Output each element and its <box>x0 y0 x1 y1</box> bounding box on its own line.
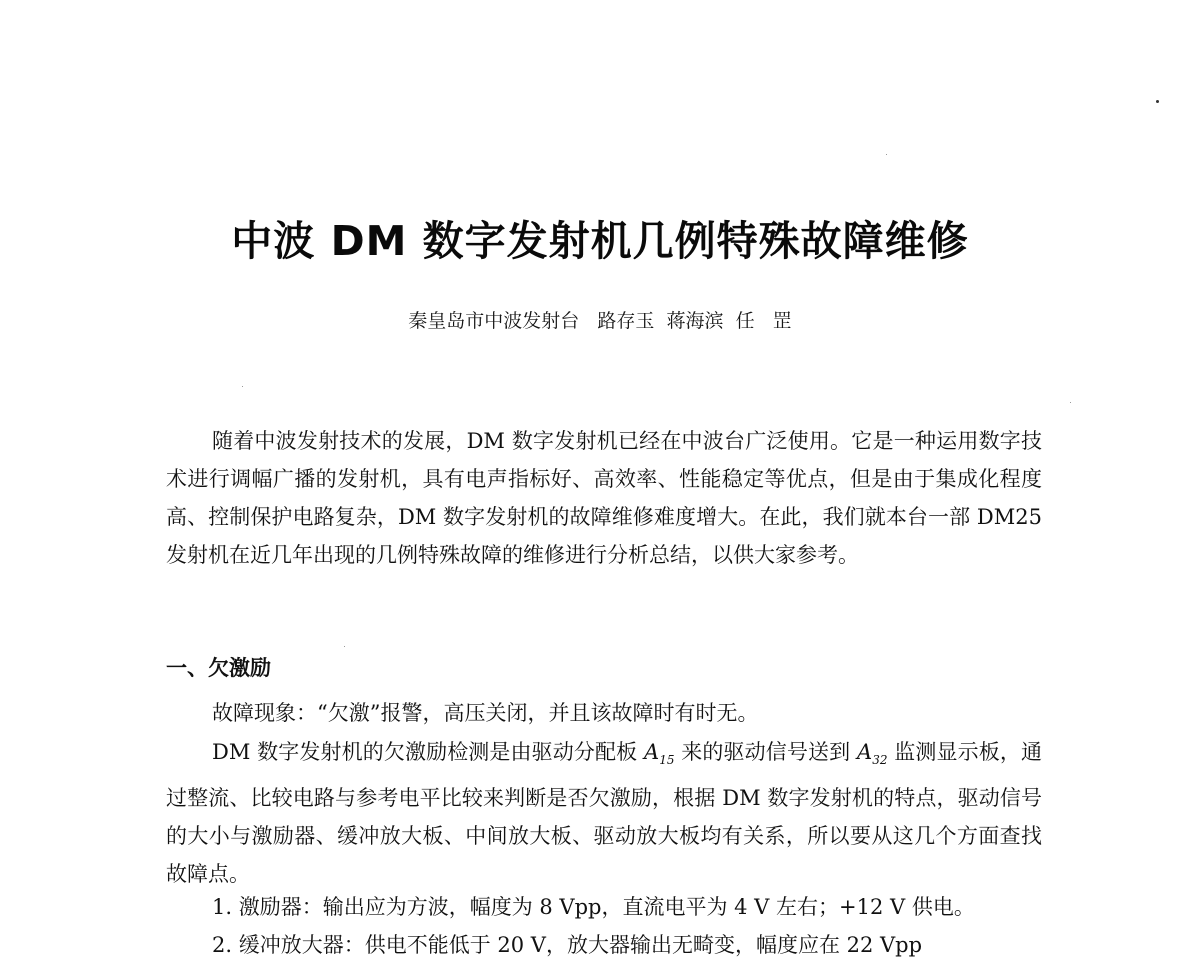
intro-paragraph: 随着中波发射技术的发展，DM 数字发射机已经在中波台广泛使用。它是一种运用数字技术进行调幅广播的发射机，具有电声指标好、高效率、性能稳定等优点，但是由于集成化程度高、控制保护电路复杂，DM 数字发射机的故障维修难度增大。在此，我们就本台一部 DM25 发射机在近几年出现的几例特殊故障的维修进行分析总结，以供大家参考。 <box>166 429 1042 567</box>
fault-symptom-paragraph: 故障现象：“欠激”报警，高压关闭，并且该故障时有时无。 <box>212 701 759 725</box>
scan-speck <box>242 386 243 387</box>
article-title: 中波 DM 数字发射机几例特殊故障维修 <box>231 217 969 265</box>
analysis-text-1: DM 数字发射机的欠激励检测是由驱动分配板 <box>212 740 645 764</box>
author-byline: 秦皇岛市中波发射台 路存玉 蒋海滨 任 罡 <box>408 310 792 332</box>
scan-speck <box>344 646 345 647</box>
analysis-paragraph <box>166 733 1042 893</box>
board-label-a32: $A_{32}$ <box>857 740 888 768</box>
list-item-exciter: 1. 激励器：输出应为方波，幅度为 8 Vpp，直流电平为 4 V 左右；+12 V 供电。 <box>212 895 975 919</box>
scan-speck <box>886 154 887 155</box>
section-heading: 一、欠激励 <box>166 656 271 680</box>
analysis-text-2: 来的驱动信号送到 <box>674 740 858 764</box>
scan-speck <box>1156 100 1159 103</box>
list-item-buffer-amplifier: 2. 缓冲放大器：供电不能低于 20 V，放大器输出无畸变，幅度应在 22 Vpp <box>212 933 923 957</box>
scan-speck <box>1070 402 1071 403</box>
board-label-a15: $A_{15}$ <box>644 740 675 768</box>
analysis-text-3: 监测显示板，通过整流、比较电路与参考电平比较来判断是否欠激励，根据 DM 数字发射机的特点，驱动信号的大小与激励器、缓冲放大板、中间放大板、驱动放大板均有关系，所以要从这几个方面查找故障点。 <box>166 740 1042 887</box>
